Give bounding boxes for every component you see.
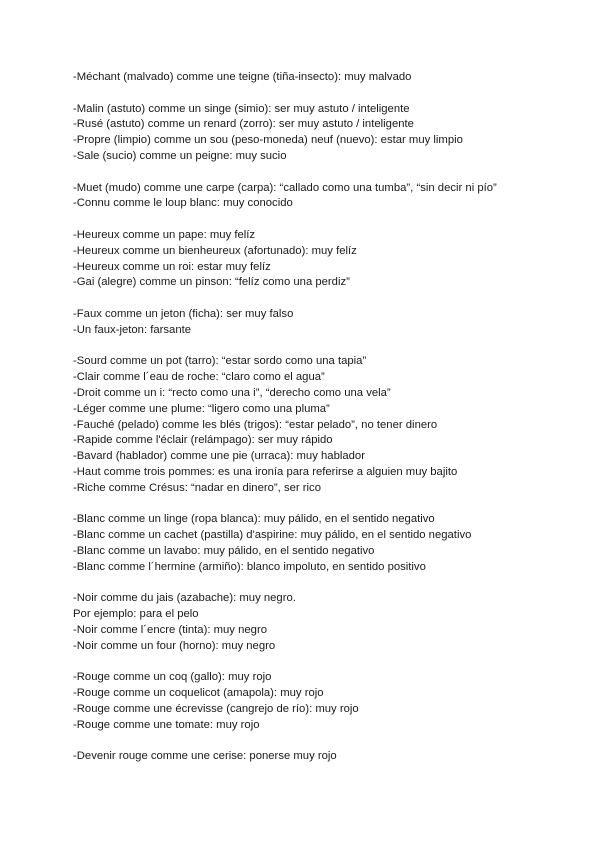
- text-line: -Sale (sucio) comme un peigne: muy sucio: [73, 149, 287, 162]
- text-line: -Fauché (pelado) comme les blés (trigos): “estar pelado”, no tener dinero: [73, 418, 438, 431]
- paragraph-group: [73, 670, 593, 733]
- text-line: -Droit comme un i: “recto como una i”, “derecho como una vela”: [73, 386, 391, 399]
- paragraph-group: [73, 228, 593, 291]
- text-line: -Propre (limpio) comme un sou (peso-moneda) neuf (nuevo): estar muy limpio: [73, 134, 463, 147]
- text-line: -Noir comme un four (horno): muy negro: [73, 639, 276, 652]
- text-line: -Blanc comme l´hermine (armiño): blanco impoluto, en sentido positivo: [73, 560, 426, 573]
- text-line: -Rusé (astuto) comme un renard (zorro): ser muy astuto / inteligente: [73, 118, 414, 131]
- paragraph-group: [73, 354, 593, 496]
- text-line: -Blanc comme un cachet (pastilla) d'aspirine: muy pálido, en el sentido negativo: [73, 529, 472, 542]
- text-line: -Blanc comme un lavabo: muy pálido, en el sentido negativo: [73, 544, 375, 557]
- text-line: -Un faux-jeton: farsante: [73, 323, 192, 336]
- paragraph-group: [73, 102, 593, 165]
- paragraph-group: [73, 70, 593, 86]
- text-line: -Noir comme l´encre (tinta): muy negro: [73, 623, 267, 636]
- text-line: -Rouge comme un coq (gallo): muy rojo: [73, 671, 272, 684]
- text-line: -Malin (astuto) comme un singe (simio): ser muy astuto / inteligente: [73, 102, 410, 115]
- text-line: -Blanc comme un linge (ropa blanca): muy pálido, en el sentido negativo: [73, 513, 435, 526]
- paragraph-group: [73, 591, 593, 654]
- text-line: -Muet (mudo) comme une carpe (carpa): “callado como una tumba”, “sin decir ni pío”: [73, 181, 497, 194]
- text-line: -Devenir rouge comme une cerise: ponerse muy rojo: [73, 750, 337, 763]
- text-line: -Rouge comme un coquelicot (amapola): muy rojo: [73, 687, 324, 700]
- text-line: -Noir comme du jais (azabache): muy negro.: [73, 592, 296, 605]
- text-line: -Rouge comme une écrevisse (cangrejo de río): muy rojo: [73, 702, 359, 715]
- text-line: Por ejemplo: para el pelo: [73, 608, 199, 621]
- text-line: -Haut comme trois pommes: es una ironía para referirse a alguien muy bajito: [73, 465, 458, 478]
- text-line: -Bavard (hablador) comme une pie (urraca): muy hablador: [73, 450, 365, 463]
- text-line: -Heureux comme un pape: muy felíz: [73, 228, 256, 241]
- text-line: -Léger comme une plume: “ligero como una pluma”: [73, 402, 330, 415]
- text-line: -Rapide comme l'éclair (relámpago): ser muy rápido: [73, 434, 333, 447]
- text-line: -Rouge comme une tomate: muy rojo: [73, 718, 260, 731]
- text-line: -Sourd comme un pot (tarro): “estar sordo como una tapia”: [73, 355, 367, 368]
- paragraph-group: [73, 181, 593, 213]
- text-line: -Riche comme Crésus: “nadar en dinero”, ser rico: [73, 481, 321, 494]
- text-line: -Heureux comme un roi: estar muy felíz: [73, 260, 271, 273]
- text-line: -Clair comme l´eau de roche: “claro como el agua”: [73, 371, 325, 384]
- text-line: -Connu comme le loup blanc: muy conocido: [73, 197, 293, 210]
- text-line: -Faux comme un jeton (ficha): ser muy falso: [73, 307, 294, 320]
- text-line: -Gai (alegre) comme un pinson: “felíz como una perdiz”: [73, 276, 350, 289]
- paragraph-group: [73, 307, 593, 339]
- paragraph-group: [73, 749, 593, 765]
- paragraph-group: [73, 512, 593, 575]
- text-line: -Heureux comme un bienheureux (afortunado): muy felíz: [73, 244, 357, 257]
- document-body: [73, 70, 593, 781]
- text-line: -Méchant (malvado) comme une teigne (tiña-insecto): muy malvado: [73, 71, 412, 83]
